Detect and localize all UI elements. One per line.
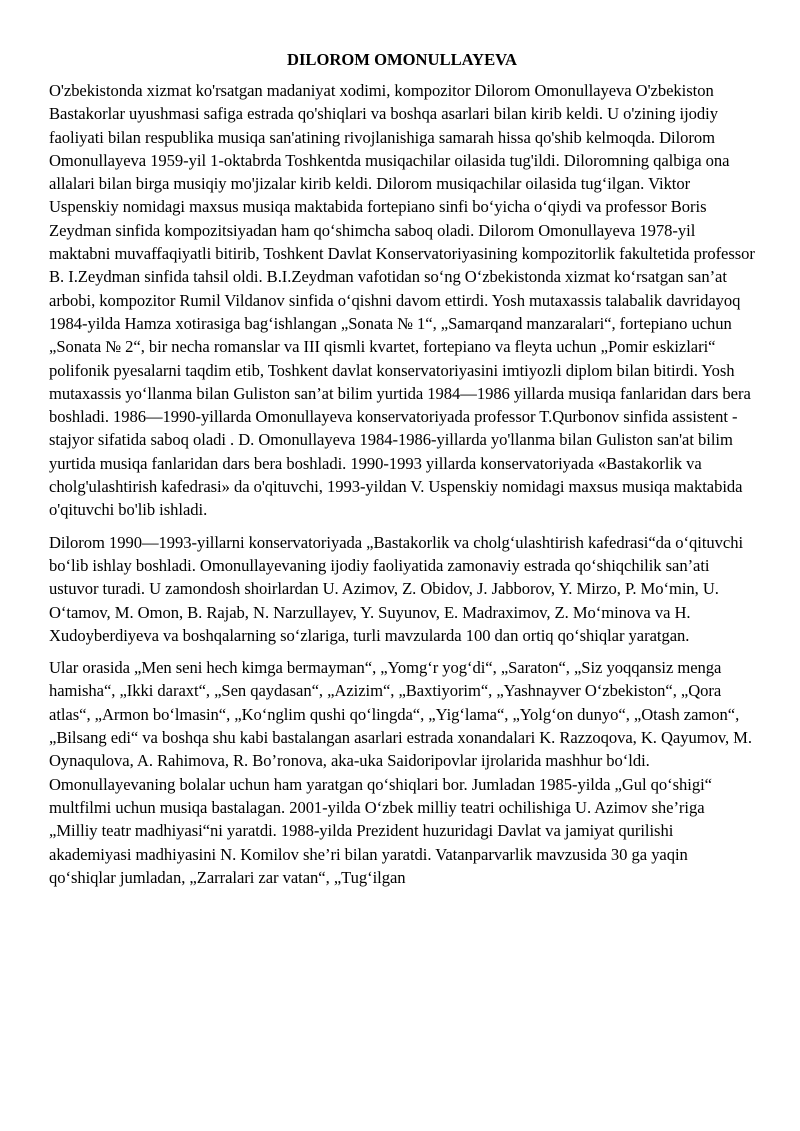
document-title: DILOROM OMONULLAYEVA xyxy=(286,50,518,69)
paragraph-works: Ular orasida „Men seni hech kimga bermayman“, „Yomg‘r yog‘di“, „Saraton“, „Siz yoqqansiz menga hamisha“, „Ikki daraxt“, „Sen qaydasan“, „Azizim“, „Baxtiyorim“, „Yashnayver O‘zbekiston“, „Qora atlas“, „Armon bo‘lmasin“, „Ko‘nglim qushi qo‘lingda“, „Yig‘lama“, „Yolg‘on dunyo“, „Otash zamon“, „Bilsang edi“ va boshqa shu kabi bastalangan asarlari estrada xonandalari K. Razzoqova, K. Qayumov, M. Oynaqulova, A. Rahimova, R. Bo’ronova, aka-uka Saidoripovlar ijrolarida mashhur bo‘ldi. Omonullayevaning bolalar uchun ham yaratgan qo‘shiqlari bor. Jumladan 1985-yilda „Gul qo‘shigi“ multfilmi uchun musiqa bastalagan. 2001-yilda O‘zbek milliy teatri ochilishiga U. Azimov she’riga „Milliy teatr madhiyasi“ni yaratdi. 1988-yilda Prezident huzuridagi Davlat va jamiyat qurilishi akademiyasi madhiyasini N. Komilov she’ri bilan yaratdi. Vatanparvarlik mavzusida 30 ga yaqin qo‘shiqlar jumladan, „Zarralari zar vatan“, „Tug‘ilgan xyxy=(49,658,752,887)
paragraph-biography: O'zbekistonda xizmat ko'rsatgan madaniyat xodimi, kompozitor Dilorom Omonullayeva O'zbekiston Bastakorlar uyushmasi safiga estrada qo'shiqlari va boshqa asarlari bilan kirib keldi. U o'zining ijodiy faoliyati bilan respublika musiqa san'atining rivojlanishiga samarah hissa qo'shib kelmoqda. Dilorom Omonullayeva 1959-yil 1-oktabrda Toshkentda musiqachilar oilasida tug'ildi. Diloromning qalbiga ona allalari bilan birga musiqiy mo'jizalar kirib keldi. Dilorom musiqachilar oilasida tug‘ilgan. Viktor Uspenskiy nomidagi maxsus musiqa maktabida fortepiano sinfi bo‘yicha o‘qiydi va professor Boris Zeydman sinfida kompozitsiyadan ham qo‘shimcha saboq oladi. Dilorom Omonullayeva 1978-yil maktabni muvaffaqiyatli bitirib, Toshkent Davlat Konservatoriyasining kompozitorlik fakultetida professor B. I.Zeydman sinfida tahsil oldi. B.I.Zeydman vafotidan so‘ng O‘zbekistonda xizmat ko‘rsatgan san’at arbobi, kompozitor Rumil Vildanov sinfida o‘qishni davom ettirdi. Yosh mutaxassis talabalik davridayoq 1984-yilda Hamza xotirasiga bag‘ishlangan „Sonata № 1“, „Samarqand manzaralari“, fortepiano uchun „Sonata № 2“, bir necha romanslar va III qismli kvartet, fortepiano va fleyta uchun „Pomir eskizlari“ polifonik pyesalarni taqdim etib, Toshkent davlat konservatoriyasini imtiyozli diplom bilan bitirdi. Yosh mutaxassis yo‘llanma bilan Guliston san’at bilim yurtida 1984—1986 yillarda musiqa fanlaridan dars bera boshladi. 1986—1990-yillarda Omonullayeva konservatoriyada professor T.Qurbonov sinfida assistent - stajyor sifatida saboq oladi . D. Omonullayeva 1984-1986-yillarda yo'llanma bilan Guliston san'at bilim yurtida musiqa fanlaridan dars bera boshladi. 1990-1993 yillarda konservatoriyada «Bastakorlik va cholg'ulashtirish kafedrasi» da o'qituvchi, 1993-yildan V. Uspenskiy nomidagi maxsus musiqa maktabida o'qituvchi bo'lib ishladi. xyxy=(49,81,755,520)
paragraph-career: Dilorom 1990—1993-yillarni konservatoriyada „Bastakorlik va cholg‘ulashtirish kafedrasi“da o‘qituvchi bo‘lib ishlay boshladi. Omonullayevaning ijodiy faoliyatida zamonaviy estrada qo‘shiqchilik san’ati ustuvor turadi. U zamondosh shoirlardan U. Azimov, Z. Obidov, J. Jabborov, Y. Mirzo, P. Mo‘min, U. O‘tamov, M. Omon, B. Rajab, N. Narzullayev, Y. Suyunov, E. Madraximov, Z. Mo‘minova va H. Xudoyberdiyeva va boshqalarning so‘zlariga, turli mavzularda 100 dan ortiq qo‘shiqlar yaratgan. xyxy=(49,532,744,645)
document-page xyxy=(49,48,755,898)
